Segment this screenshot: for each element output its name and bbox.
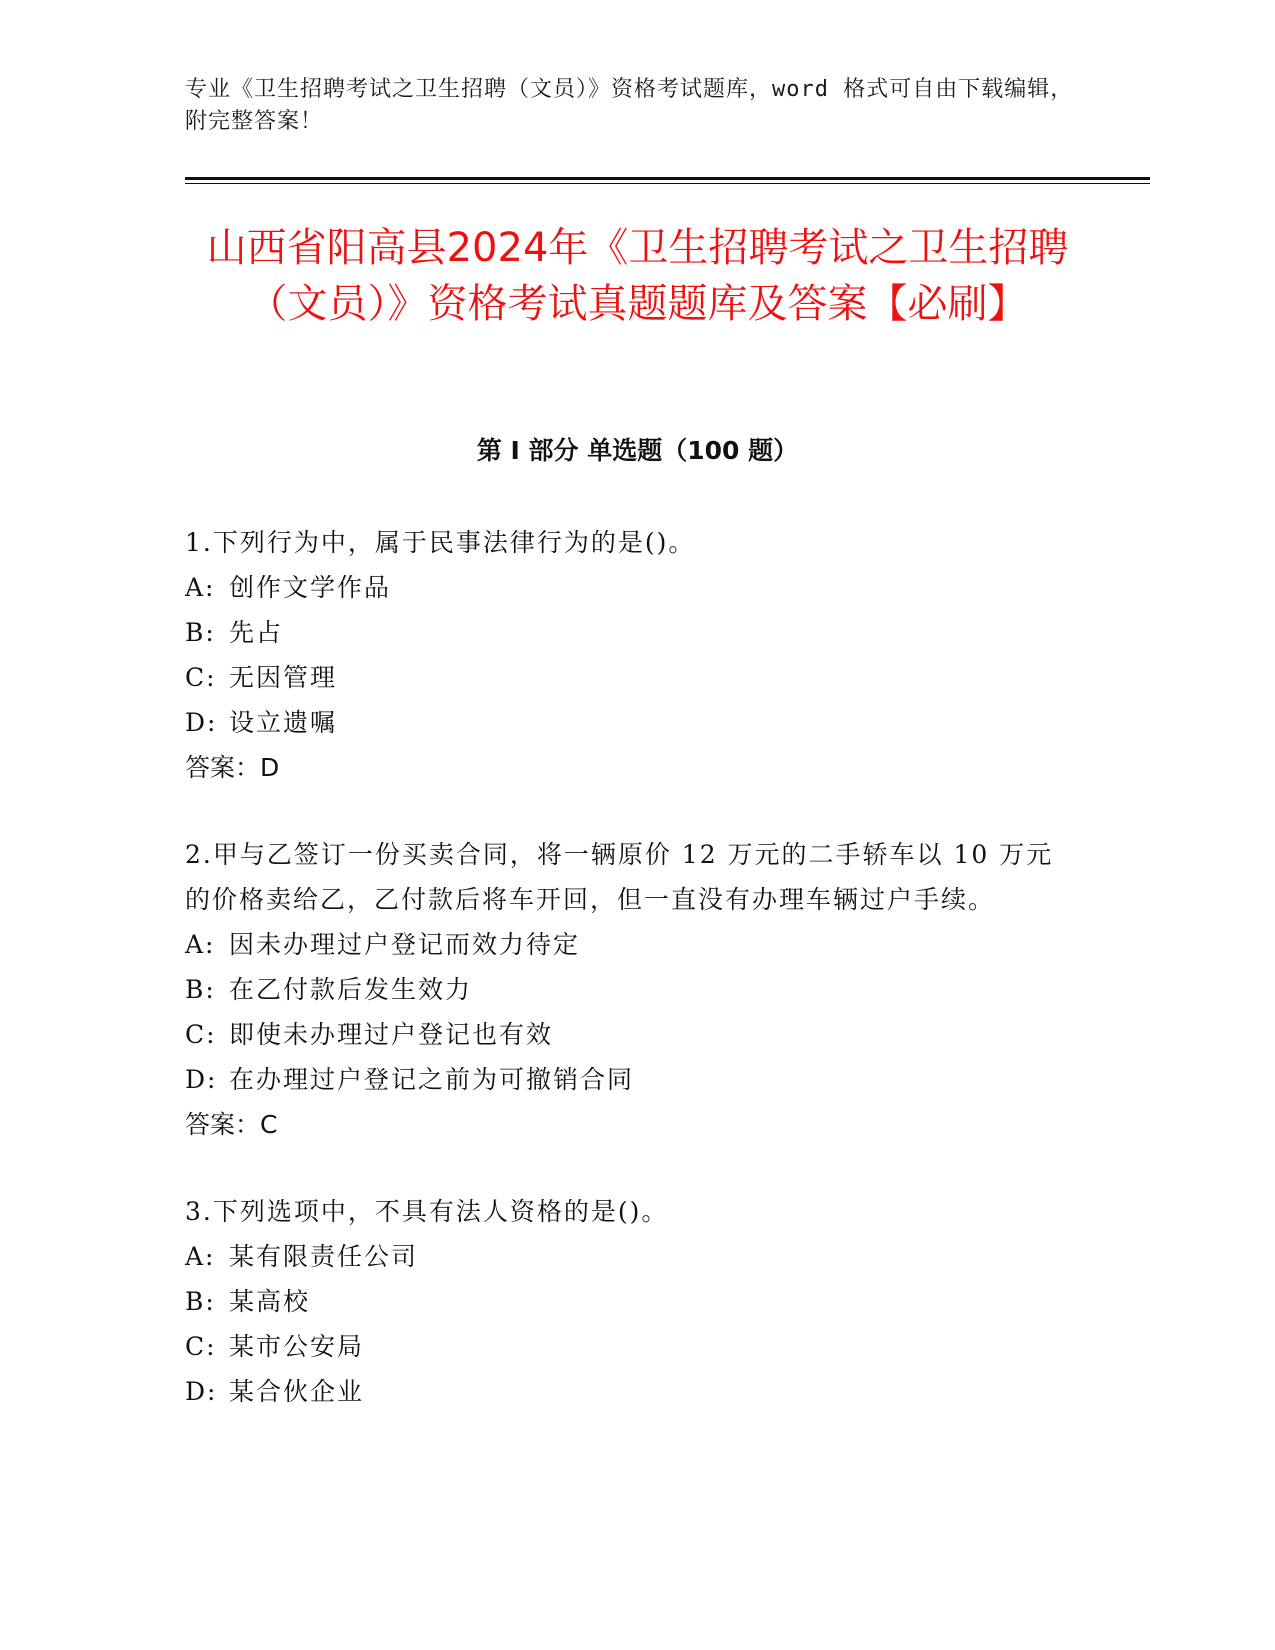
header-rule-thin bbox=[185, 183, 1150, 184]
option-b bbox=[185, 967, 1065, 1012]
document-title: 山西省阳高县2024年《卫生招聘考试之卫生招聘（文员）》资格考试真题题库及答案【必刷】 bbox=[206, 225, 1069, 327]
option-text: 某市公安局 bbox=[229, 1332, 365, 1361]
question-3 bbox=[185, 1189, 1065, 1414]
question-stem: 1.下列行为中，属于民事法律行为的是()。 bbox=[185, 528, 696, 557]
option-text: 某高校 bbox=[229, 1287, 311, 1316]
option-text: 创作文学作品 bbox=[229, 573, 392, 602]
option-text: 即使未办理过户登记也有效 bbox=[229, 1020, 554, 1049]
option-c bbox=[185, 1012, 1065, 1057]
option-text: 因未办理过户登记而效力待定 bbox=[229, 930, 581, 959]
option-letter: D: bbox=[185, 1065, 218, 1094]
option-text: 某合伙企业 bbox=[229, 1377, 365, 1406]
option-text: 设立遗嘱 bbox=[229, 708, 338, 737]
option-letter: B: bbox=[185, 618, 216, 647]
option-letter: C: bbox=[185, 1020, 217, 1049]
question-1 bbox=[185, 520, 1065, 790]
section-heading: 第 I 部分 单选题（100 题） bbox=[476, 436, 799, 465]
option-text: 无因管理 bbox=[229, 663, 338, 692]
option-a bbox=[185, 565, 1065, 610]
option-text: 某有限责任公司 bbox=[229, 1242, 419, 1271]
option-letter: A: bbox=[185, 1242, 216, 1271]
answer-line: 答案：D bbox=[185, 753, 280, 782]
option-letter: C: bbox=[185, 663, 217, 692]
option-letter: B: bbox=[185, 975, 216, 1004]
option-letter: A: bbox=[185, 930, 216, 959]
question-stem: 3.下列选项中，不具有法人资格的是()。 bbox=[185, 1197, 669, 1226]
option-a bbox=[185, 922, 1065, 967]
option-text: 先占 bbox=[229, 618, 284, 647]
option-d bbox=[185, 1369, 1065, 1414]
option-letter: D: bbox=[185, 1377, 218, 1406]
option-a bbox=[185, 1234, 1065, 1279]
option-letter: C: bbox=[185, 1332, 217, 1361]
question-stem: 2.甲与乙签订一份买卖合同，将一辆原价 12 万元的二手轿车以 10 万元的价格卖给乙，乙付款后将车开回，但一直没有办理车辆过户手续。 bbox=[185, 840, 1054, 914]
option-d bbox=[185, 1057, 1065, 1102]
option-letter: B: bbox=[185, 1287, 216, 1316]
header-note: 专业《卫生招聘考试之卫生招聘（文员）》资格考试题库，word 格式可自由下载编辑，附完整答案！ bbox=[185, 77, 1074, 134]
option-b bbox=[185, 1279, 1065, 1324]
header-rule-thick bbox=[185, 177, 1150, 180]
question-2 bbox=[185, 832, 1065, 1147]
option-text: 在办理过户登记之前为可撤销合同 bbox=[229, 1065, 635, 1094]
answer-line: 答案：C bbox=[185, 1110, 278, 1139]
option-letter: A: bbox=[185, 573, 216, 602]
option-text: 在乙付款后发生效力 bbox=[229, 975, 473, 1004]
option-d bbox=[185, 700, 1065, 745]
option-b bbox=[185, 610, 1065, 655]
option-c bbox=[185, 655, 1065, 700]
option-letter: D: bbox=[185, 708, 218, 737]
question-list bbox=[185, 520, 1065, 1456]
option-c bbox=[185, 1324, 1065, 1369]
